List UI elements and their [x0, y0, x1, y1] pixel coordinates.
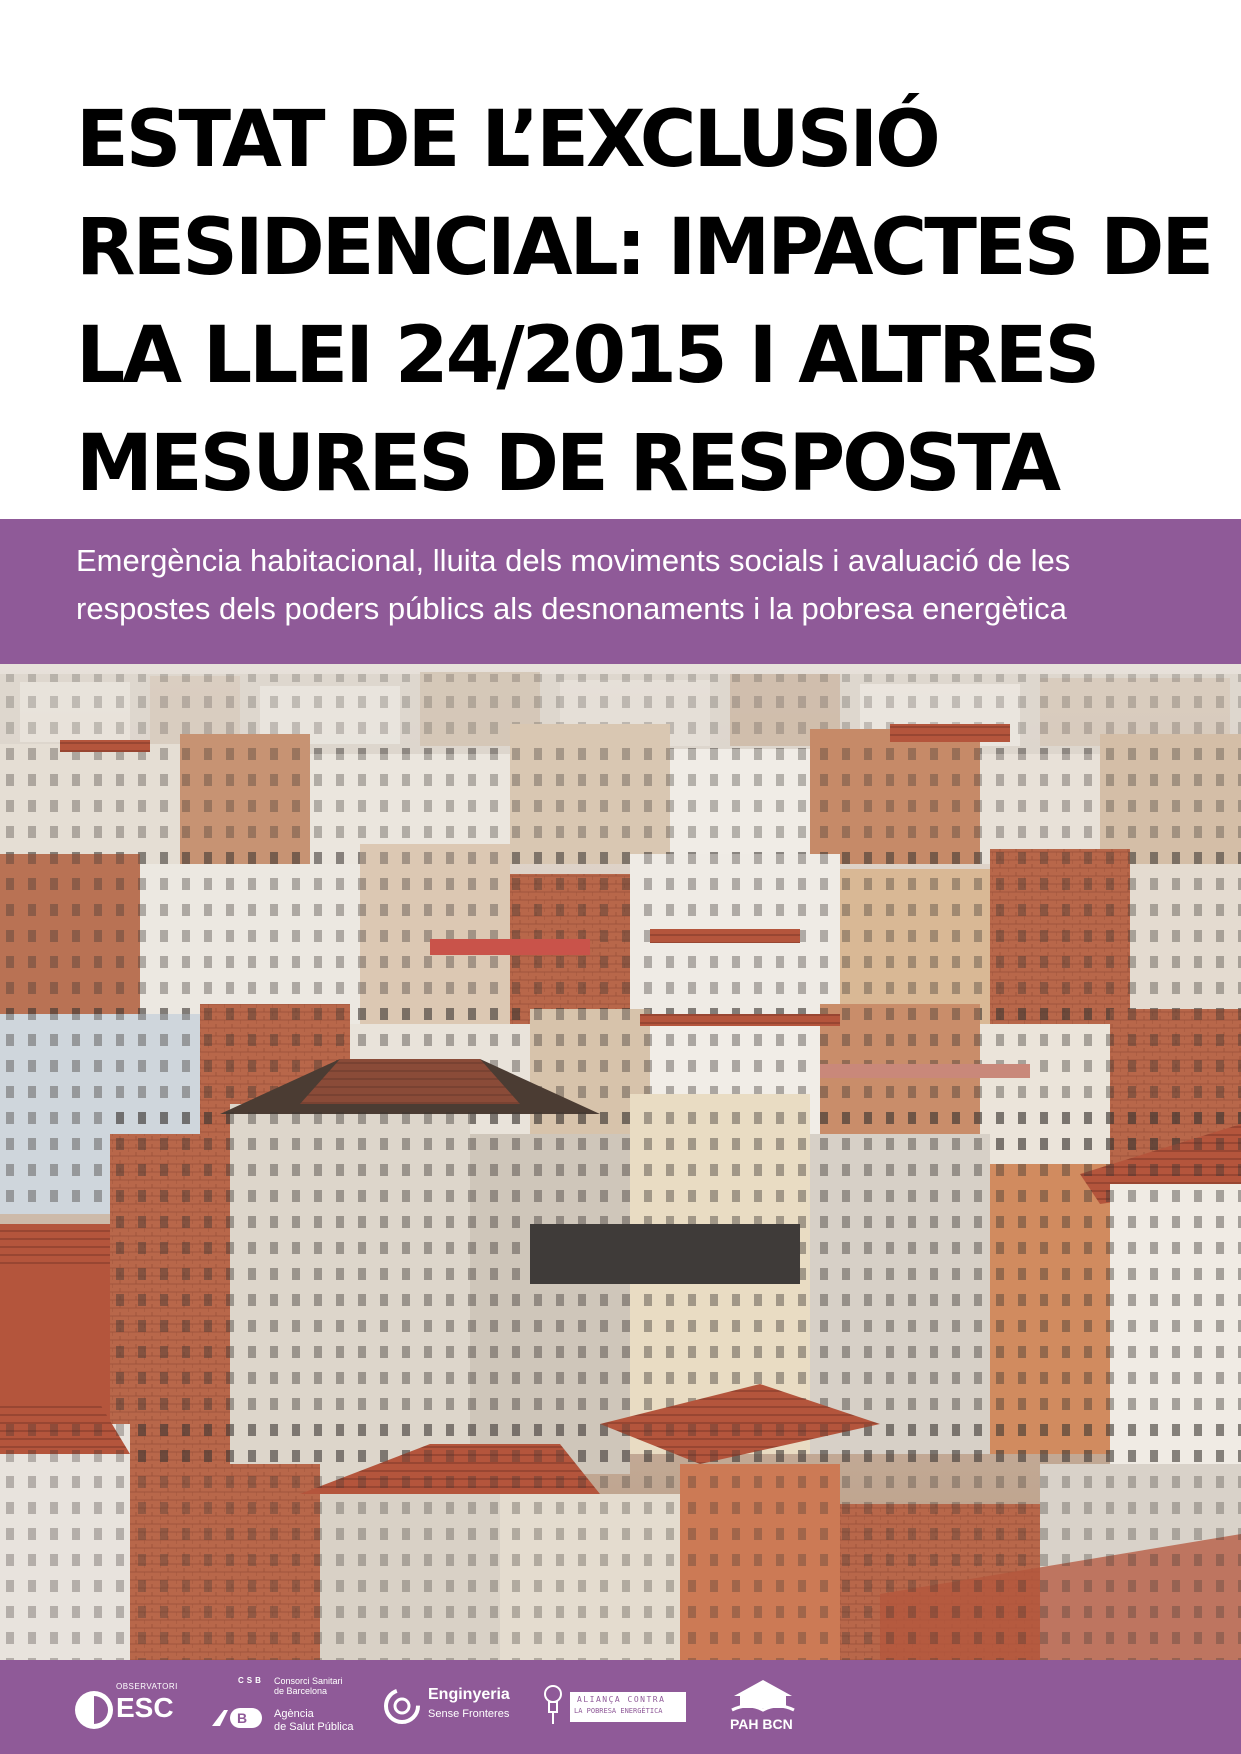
document-title: [76, 86, 1212, 518]
logo-observatori-desc: [74, 1676, 184, 1738]
alianca-line-1: ALIANÇA CONTRA: [577, 1695, 666, 1704]
desc-small-text: OBSERVATORI: [116, 1682, 178, 1691]
esf-mark-icon: [382, 1686, 422, 1726]
title-line-1: ESTAT DE L’EXCLUSIÓ: [76, 95, 938, 185]
title-line-2: RESIDENCIAL: IMPACTES DE: [76, 203, 1212, 293]
aspb-name-2: de Salut Pública: [274, 1721, 354, 1733]
esf-name-1: Enginyeria: [428, 1686, 510, 1703]
logo-pah-bcn: [728, 1676, 804, 1738]
aspb-name-1: Agència: [274, 1708, 314, 1720]
subtitle-line-1: Emergència habitacional, lluita dels moviments socials i avaluació de les: [76, 543, 1071, 578]
csb-name-2: de Barcelona: [274, 1686, 328, 1696]
logo-alianca-pobresa-energetica: [540, 1676, 690, 1738]
cityscape-photo: [0, 664, 1241, 1660]
desc-big-text: ESC: [116, 1692, 174, 1723]
alianca-box: [570, 1692, 686, 1722]
lightbulb-icon: [540, 1680, 566, 1726]
title-line-3: LA LLEI 24/2015 I ALTRES: [76, 311, 1098, 401]
csb-name-1: Consorci Sanitari: [274, 1676, 343, 1686]
logo-esf: [382, 1676, 512, 1738]
alianca-line-2: LA POBRESA ENERGÈTICA: [574, 1707, 663, 1715]
house-icon: [728, 1676, 798, 1714]
aspb-mark-icon: [210, 1704, 266, 1730]
esf-name-2: Sense Fronteres: [428, 1708, 510, 1720]
subtitle-line-2: respostes dels poders públics als desnonaments i la pobresa energètica: [76, 591, 1067, 626]
title-line-4: MESURES DE RESPOSTA: [76, 419, 1059, 509]
desc-mark-icon: [74, 1690, 114, 1730]
csb-abbr: CSB: [238, 1676, 264, 1685]
pah-name: PAH BCN: [730, 1716, 793, 1732]
svg-text:B: B: [237, 1710, 248, 1726]
logo-csb-aspb: [210, 1676, 360, 1738]
subtitle-band: [0, 519, 1241, 664]
